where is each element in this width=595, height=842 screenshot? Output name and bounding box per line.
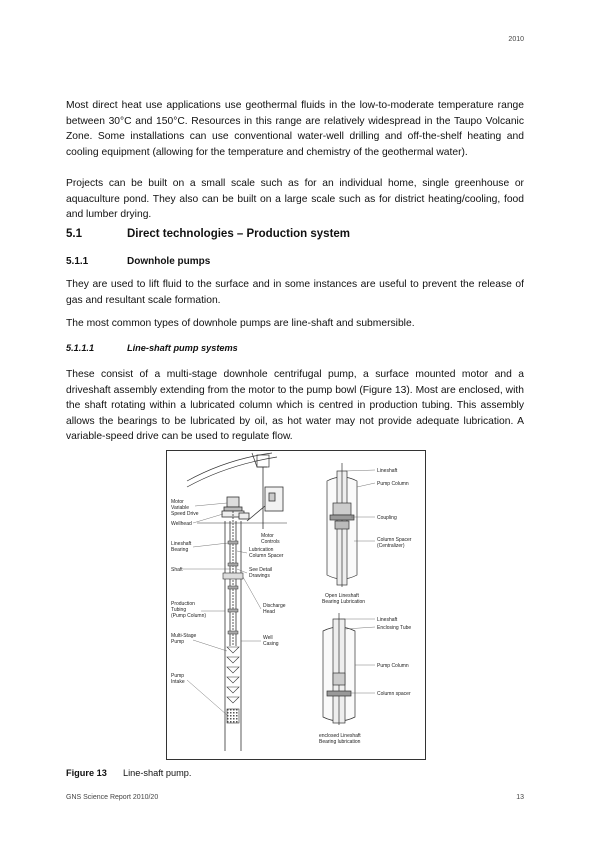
label-rb-lineshaft: Lineshaft: [377, 617, 398, 623]
label-lineshaft-bearing-1: Lineshaft: [171, 541, 192, 547]
label-rb-pump-column: Pump Column: [377, 663, 409, 669]
label-multistage-pump-1: Multi-Stage: [171, 633, 197, 639]
label-discharge-head-1: Discharge: [263, 603, 286, 609]
subsection-number: 5.1.1: [66, 256, 89, 267]
header-year: 2010: [508, 36, 524, 43]
multistage-pump: [227, 647, 239, 703]
label-lubrication-spacer-1: Lubrication: [249, 547, 274, 553]
label-rt-coupling: Coupling: [377, 515, 397, 521]
footer-report-name: GNS Science Report 2010/20: [66, 794, 159, 801]
label-well-casing-2: Casing: [263, 641, 279, 647]
label-rb-caption-1: enclosed Lineshaft: [319, 733, 361, 739]
label-motor-controls-1: Motor: [261, 533, 274, 539]
label-motor-controls-2: Controls: [261, 539, 280, 545]
section-title: Direct technologies – Production system: [127, 228, 351, 240]
paragraph-scale: Projects can be built on a small scale such as for an individual home, single greenhouse or aquaculture pond. They also can be built on a large scale such as for district heating/cooling, food and lumber drying.: [66, 178, 524, 221]
subsection-title: Downhole pumps: [127, 256, 211, 267]
left-labels: [171, 499, 206, 685]
section-heading: [66, 228, 350, 240]
label-pump-intake-1: Pump: [171, 673, 185, 679]
label-pump-intake-2: Intake: [171, 679, 185, 685]
label-rt-column-spacer-2: (Centralizer): [377, 543, 405, 549]
subsubsection-title: Line-shaft pump systems: [127, 343, 238, 353]
label-rt-column-spacer-1: Column Spacer: [377, 537, 412, 543]
label-rb-caption-2: Bearing lubrication: [319, 739, 361, 745]
footer-page-number: 13: [516, 794, 524, 801]
label-motor-vsd-3: Speed Drive: [171, 511, 199, 517]
label-discharge-head-2: Head: [263, 609, 275, 615]
label-see-detail-2: Drawings: [249, 573, 270, 579]
open-lineshaft-detail: [327, 463, 357, 587]
paragraph-intro: Most direct heat use applications use geothermal fluids in the low-to-moderate temperature range between 30°C and 150°C. Resources in this range are relatively widespread in the Taupo Volcanic Zone. Some installations can use conventional water-well drilling and off-the-shelf heating and cooling equipment (allowing for the temperature and chemistry of the geothermal water).: [66, 100, 524, 158]
label-rb-enclosing-tube: Enclosing Tube: [377, 625, 412, 631]
paragraph-downhole: They are used to lift fluid to the surface and in some instances are useful to prevent the release of gas and resultant scale formation.: [66, 279, 524, 306]
label-lineshaft-bearing-2: Bearing: [171, 547, 189, 553]
lineshaft-pump-diagram: [167, 451, 425, 759]
label-rt-caption-1: Open Lineshaft: [325, 593, 359, 599]
motor-controls-assembly: [247, 467, 283, 529]
pump-intake: [227, 709, 239, 723]
label-rt-caption-2: Bearing Lubrication: [322, 599, 366, 605]
mid-labels: [249, 533, 286, 647]
subsubsection-heading: [66, 343, 238, 353]
lineshaft-pump-figure: [166, 450, 426, 760]
wellhead-motor: [222, 497, 249, 519]
label-rb-column-spacer: Column spacer: [377, 691, 411, 697]
power-lines: [187, 453, 277, 487]
label-production-tubing-1: Production: [171, 601, 195, 607]
subsubsection-number: 5.1.1.1: [66, 343, 95, 353]
figure-caption-text: Line-shaft pump.: [123, 768, 192, 778]
discharge-head: [223, 573, 243, 579]
label-rt-lineshaft: Lineshaft: [377, 468, 398, 474]
label-see-detail-1: See Detail: [249, 567, 273, 573]
section-number: 5.1: [66, 228, 82, 240]
label-production-tubing-2: Tubing: [171, 607, 187, 613]
label-motor-vsd-1: Motor: [171, 499, 184, 505]
label-production-tubing-3: (Pump Column): [171, 613, 207, 619]
label-multistage-pump-2: Pump: [171, 639, 185, 645]
paragraph-lineshaft: These consist of a multi-stage downhole centrifugal pump, a surface mounted motor and a driveshaft assembly extending from the motor to the pump bowl (Figure 13). Most are enclosed, with the shaft rotating within a lubricated column which is centred in production tubing. This assembly allows the bearings to be lubricated by oil, as hot water may not provide adequate lubrication. A variable-speed drive can be used to regulate flow.: [66, 369, 524, 443]
figure-caption-label: Figure 13: [66, 768, 107, 778]
label-lubrication-spacer-2: Column Spacer: [249, 553, 284, 559]
label-rt-pump-column: Pump Column: [377, 481, 409, 487]
label-shaft: Shaft: [171, 567, 183, 573]
label-well-casing-1: Well: [263, 635, 273, 641]
left-leader-lines: [183, 503, 231, 715]
subsection-heading: [66, 256, 210, 267]
label-motor-vsd-2: Variable: [171, 505, 189, 511]
figure-caption: [66, 768, 191, 778]
paragraph-types: The most common types of downhole pumps are line-shaft and submersible.: [66, 318, 415, 329]
label-wellhead: Wellhead: [171, 521, 192, 527]
enclosed-lineshaft-detail: [323, 613, 355, 725]
